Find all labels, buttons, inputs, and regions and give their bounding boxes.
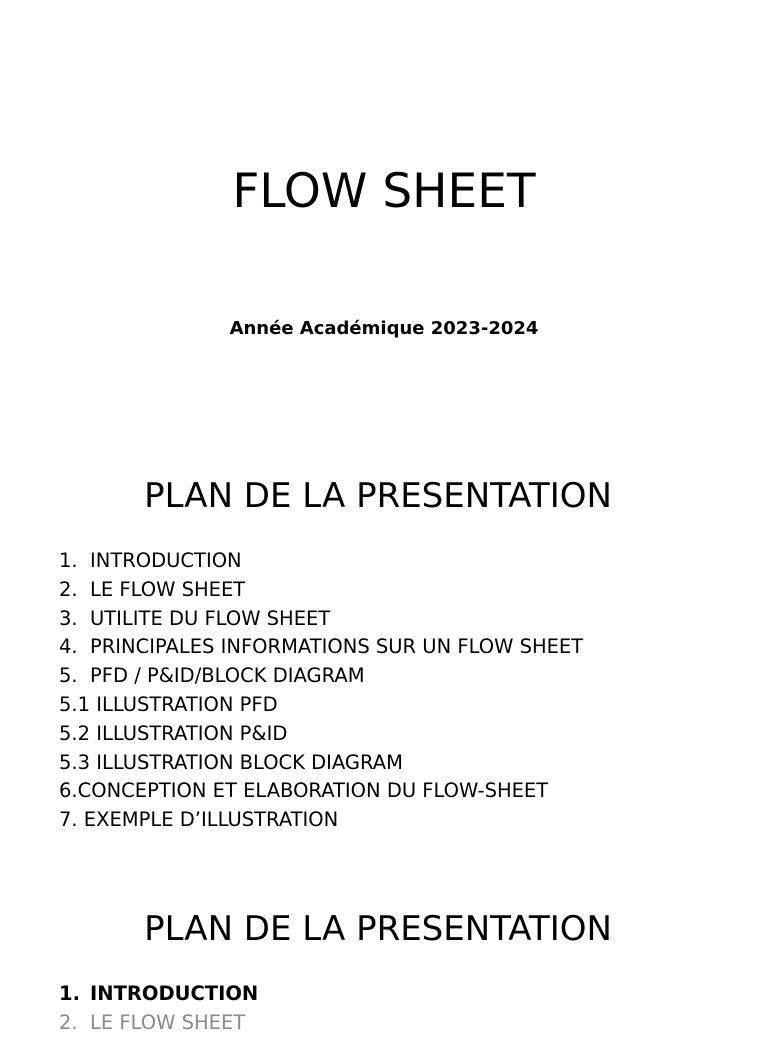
outline-item-number: 2.: [59, 1010, 78, 1034]
outline-item-label: LE FLOW SHEET: [90, 577, 246, 601]
outline-list: [59, 547, 583, 835]
outline-item: [59, 605, 583, 634]
outline-item-number: 1.: [59, 982, 80, 1005]
academic-year: Année Académique 2023-2024: [229, 318, 539, 339]
outline-item-label: PFD / P&ID/BLOCK DIAGRAM: [90, 664, 365, 688]
outline-item-label: PRINCIPALES INFORMATIONS SUR UN FLOW SHEET: [90, 635, 584, 659]
outline-title: PLAN DE LA PRESENTATION: [144, 476, 612, 516]
outline-item-number: 2.: [59, 577, 78, 601]
outline-title: PLAN DE LA PRESENTATION: [144, 909, 612, 949]
outline-item-label: LE FLOW SHEET: [90, 1010, 246, 1034]
outline-item: [59, 1009, 258, 1038]
outline-item-number: 4.: [59, 635, 78, 659]
document-title: FLOW SHEET: [232, 164, 536, 219]
outline-subitem: [59, 749, 583, 778]
outline-item: [59, 662, 583, 691]
outline-item-current: [59, 980, 258, 1009]
outline-item-number: 3.: [59, 606, 78, 630]
outline-subitem: [59, 720, 583, 749]
outline-item-number: 1.: [59, 549, 78, 572]
outline-subitem: [59, 691, 583, 720]
outline-item-label: 5.2 ILLUSTRATION P&ID: [59, 721, 288, 745]
outline-item-label: 5.1 ILLUSTRATION PFD: [59, 692, 278, 716]
outline-item-label: UTILITE DU FLOW SHEET: [90, 606, 331, 630]
outline-subitem: [59, 777, 583, 806]
outline-item: [59, 547, 583, 576]
outline-item-number: 5.: [59, 664, 78, 688]
outline-item-label: INTRODUCTION: [90, 549, 242, 572]
outline-item: [59, 576, 583, 605]
outline-item-label: 5.3 ILLUSTRATION BLOCK DIAGRAM: [59, 750, 403, 774]
outline-item-label: 6.CONCEPTION ET ELABORATION DU FLOW-SHEET: [59, 779, 549, 803]
outline-subitem: [59, 806, 583, 835]
outline-item: [59, 633, 583, 662]
outline-item-label: INTRODUCTION: [90, 982, 259, 1005]
outline-item-label: 7. EXEMPLE D’ILLUSTRATION: [59, 808, 339, 832]
outline-list: [59, 980, 258, 1038]
